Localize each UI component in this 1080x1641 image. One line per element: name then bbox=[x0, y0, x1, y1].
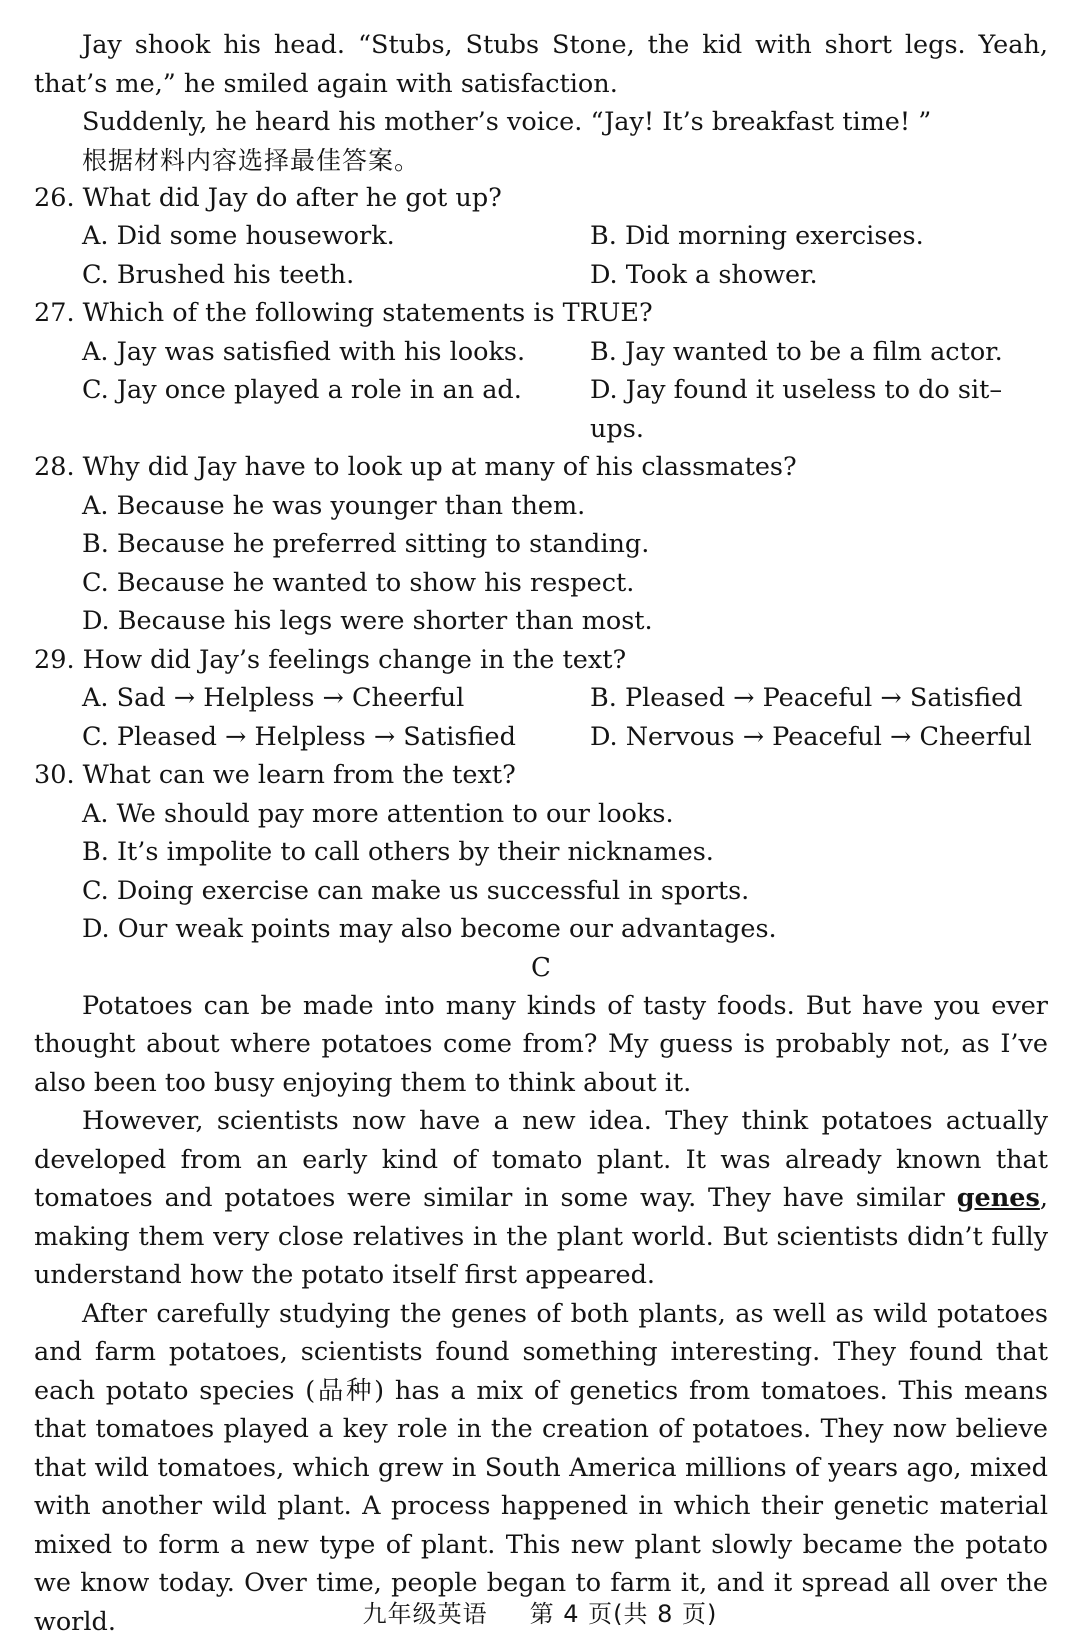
question-28 bbox=[34, 448, 1048, 641]
option-c: C. Pleased → Helpless → Satisfied bbox=[82, 718, 590, 757]
question-stem: 29. How did Jay’s feelings change in the text? bbox=[34, 641, 1048, 680]
option-c: C. Doing exercise can make us successful in sports. bbox=[34, 872, 1048, 911]
option-a: A. We should pay more attention to our looks. bbox=[34, 795, 1048, 834]
question-stem: 28. Why did Jay have to look up at many of his classmates? bbox=[34, 448, 1048, 487]
footer-page-number: 第 4 页(共 8 页) bbox=[530, 1600, 718, 1628]
page-footer bbox=[0, 1594, 1080, 1629]
option-a: A. Because he was younger than them. bbox=[34, 487, 1048, 526]
option-c: C. Jay once played a role in an ad. bbox=[82, 371, 590, 448]
option-d: D. Nervous → Peaceful → Cheerful bbox=[590, 718, 1048, 757]
option-d: D. Jay found it useless to do sit–ups. bbox=[590, 371, 1048, 448]
option-d: D. Took a shower. bbox=[590, 256, 1048, 295]
option-b: B. Jay wanted to be a film actor. bbox=[590, 333, 1048, 372]
option-b: B. Did morning exercises. bbox=[590, 217, 1048, 256]
question-26 bbox=[34, 179, 1048, 295]
story-paragraph-2: Suddenly, he heard his mother’s voice. “Jay! It’s breakfast time! ” bbox=[34, 103, 1048, 142]
story-paragraph-1: Jay shook his head. “Stubs, Stubs Stone, the kid with short legs. Yeah, that’s me,” he smiled again with satisfaction. bbox=[34, 26, 1048, 103]
option-a: A. Sad → Helpless → Cheerful bbox=[82, 679, 590, 718]
underlined-word-genes: genes bbox=[957, 1183, 1040, 1213]
option-a: A. Jay was satisfied with his looks. bbox=[82, 333, 590, 372]
option-d: D. Because his legs were shorter than most. bbox=[34, 602, 1048, 641]
option-d: D. Our weak points may also become our advantages. bbox=[34, 910, 1048, 949]
passage-c-paragraph-2 bbox=[34, 1102, 1048, 1295]
option-b: B. Pleased → Peaceful → Satisfied bbox=[590, 679, 1048, 718]
option-b: B. It’s impolite to call others by their nicknames. bbox=[34, 833, 1048, 872]
paragraph-text-after: , making them very close relatives in the plant world. But scientists didn’t fully understand how the potato itself first appeared. bbox=[34, 1183, 1048, 1290]
question-stem: 30. What can we learn from the text? bbox=[34, 756, 1048, 795]
option-b: B. Because he preferred sitting to standing. bbox=[34, 525, 1048, 564]
question-27 bbox=[34, 294, 1048, 448]
question-stem: 27. Which of the following statements is TRUE? bbox=[34, 294, 1048, 333]
question-30 bbox=[34, 756, 1048, 949]
passage-c-paragraph-1: Potatoes can be made into many kinds of tasty foods. But have you ever thought about where potatoes come from? My guess is probably not, as I’ve also been too busy enjoying them to think about it. bbox=[34, 987, 1048, 1103]
instruction-text: 根据材料内容选择最佳答案。 bbox=[34, 142, 1048, 179]
question-stem: 26. What did Jay do after he got up? bbox=[34, 179, 1048, 218]
option-c: C. Because he wanted to show his respect. bbox=[34, 564, 1048, 603]
paragraph-text-before: However, scientists now have a new idea. They think potatoes actually developed from an early kind of tomato plant. It was already known that tomatoes and potatoes were similar in some way. They have similar bbox=[34, 1106, 1048, 1213]
question-29 bbox=[34, 641, 1048, 757]
option-c: C. Brushed his teeth. bbox=[82, 256, 590, 295]
footer-subject: 九年级英语 bbox=[363, 1600, 488, 1628]
passage-c-paragraph-3: After carefully studying the genes of both plants, as well as wild potatoes and farm potatoes, scientists found something interesting. They found that each potato species (品种) has a mix of genetics from tomatoes. This means that tomatoes played a key role in the creation of potatoes. They now believe that wild tomatoes, which grew in South America millions of years ago, mixed with another wild plant. A process happened in which their genetic material mixed to form a new type of plant. This new plant slowly became the potato we know today. Over time, people began to farm it, and it spread all over the world. bbox=[34, 1295, 1048, 1641]
option-a: A. Did some housework. bbox=[82, 217, 590, 256]
section-heading-c: C bbox=[34, 949, 1048, 987]
